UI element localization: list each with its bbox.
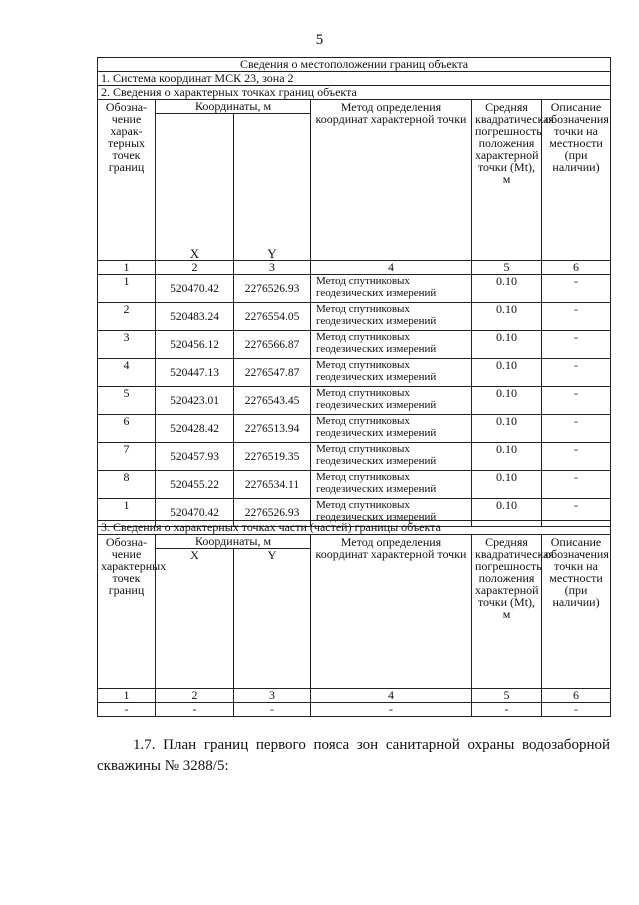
- coord-y: 2276547.87: [234, 359, 311, 387]
- table-row: [98, 415, 611, 443]
- method: Метод спутниковых геодезических измерений: [311, 499, 472, 527]
- coord-x: 520428.42: [156, 415, 234, 443]
- coordinate-system-row: 1. Система координат МСК 23, зона 2: [98, 72, 611, 86]
- header-method: Метод определения координат характерной точки: [311, 100, 472, 261]
- method: Метод спутниковых геодезических измерений: [311, 303, 472, 331]
- mean-error: 0.10: [472, 415, 542, 443]
- column-number: 5: [472, 689, 542, 703]
- column-number: 1: [98, 689, 156, 703]
- description: -: [542, 703, 611, 717]
- description: -: [542, 359, 611, 387]
- column-numbers-row: [98, 689, 611, 703]
- description: -: [542, 275, 611, 303]
- column-number: 1: [98, 261, 156, 275]
- coord-x: 520447.13: [156, 359, 234, 387]
- column-numbers-row: [98, 261, 611, 275]
- header-y: Y: [234, 114, 311, 261]
- coord-x: -: [156, 703, 234, 717]
- point-number: 7: [98, 443, 156, 471]
- point-number: -: [98, 703, 156, 717]
- section-3-heading: 3. Сведения о характерных точках части (частей) границы объекта: [98, 521, 611, 535]
- description: -: [542, 415, 611, 443]
- mean-error: 0.10: [472, 359, 542, 387]
- point-number: 3: [98, 331, 156, 359]
- method: Метод спутниковых геодезических измерений: [311, 415, 472, 443]
- table-row: [98, 331, 611, 359]
- mean-error: 0.10: [472, 387, 542, 415]
- page-number: 5: [315, 32, 324, 48]
- coord-y: 2276519.35: [234, 443, 311, 471]
- partial-boundary-table: [97, 520, 611, 717]
- mean-error: 0.10: [472, 331, 542, 359]
- description: -: [542, 303, 611, 331]
- section-2-heading: 2. Сведения о характерных точках границ объекта: [98, 86, 611, 100]
- section-paragraph: [97, 735, 610, 777]
- header-mean-error: Средняя квадратическая погрешность положения характерной точки (Mt), м: [472, 100, 542, 261]
- coord-y: 2276526.93: [234, 499, 311, 527]
- description: -: [542, 499, 611, 527]
- header-description: Описание обозначения точки на местности (при наличии): [542, 100, 611, 261]
- table-row: [98, 443, 611, 471]
- table-row: [98, 275, 611, 303]
- column-number: 3: [234, 261, 311, 275]
- coord-x: 520423.01: [156, 387, 234, 415]
- point-number: 5: [98, 387, 156, 415]
- coord-y: 2276554.05: [234, 303, 311, 331]
- point-number: 4: [98, 359, 156, 387]
- description: -: [542, 331, 611, 359]
- header-coordinates: Координаты, м: [156, 100, 311, 114]
- header-coordinates: Координаты, м: [156, 535, 311, 549]
- mean-error: 0.10: [472, 471, 542, 499]
- header-method: Метод определения координат характерной точки: [311, 535, 472, 689]
- column-number: 6: [542, 689, 611, 703]
- point-number: 6: [98, 415, 156, 443]
- coord-y: -: [234, 703, 311, 717]
- table-title: Сведения о местоположении границ объекта: [98, 58, 611, 72]
- method: Метод спутниковых геодезических измерений: [311, 275, 472, 303]
- header-mean-error: Средняя квадратическая погрешность положения характерной точки (Mt), м: [472, 535, 542, 689]
- method: Метод спутниковых геодезических измерений: [311, 387, 472, 415]
- method: Метод спутниковых геодезических измерений: [311, 359, 472, 387]
- method: Метод спутниковых геодезических измерений: [311, 443, 472, 471]
- mean-error: 0.10: [472, 303, 542, 331]
- description: -: [542, 471, 611, 499]
- mean-error: 0.10: [472, 499, 542, 527]
- paragraph-line: 1.7. План границ первого пояса зон санитарной охраны водозаборной: [133, 737, 610, 753]
- coord-x: 520455.22: [156, 471, 234, 499]
- header-point-designation: Обозна-чение характерных точек границ: [98, 535, 156, 689]
- coord-x: 520470.42: [156, 275, 234, 303]
- header-y: Y: [234, 549, 311, 689]
- column-number: 4: [311, 261, 472, 275]
- method: Метод спутниковых геодезических измерений: [311, 471, 472, 499]
- coord-x: 520470.42: [156, 499, 234, 527]
- table-row: [98, 703, 611, 717]
- header-point-designation: Обозна-чение харак-терных точек границ: [98, 100, 156, 261]
- header-x: X: [156, 114, 234, 261]
- coord-y: 2276534.11: [234, 471, 311, 499]
- table-row: [98, 387, 611, 415]
- column-number: 2: [156, 261, 234, 275]
- column-number: 5: [472, 261, 542, 275]
- description: -: [542, 387, 611, 415]
- header-description: Описание обозначения точки на местности (при наличии): [542, 535, 611, 689]
- mean-error: -: [472, 703, 542, 717]
- coord-x: 520457.93: [156, 443, 234, 471]
- coord-x: 520483.24: [156, 303, 234, 331]
- coord-y: 2276513.94: [234, 415, 311, 443]
- table-row: [98, 303, 611, 331]
- boundary-table: [97, 57, 611, 527]
- coord-y: 2276526.93: [234, 275, 311, 303]
- point-number: 1: [98, 275, 156, 303]
- coord-y: 2276566.87: [234, 331, 311, 359]
- header-x: X: [156, 549, 234, 689]
- mean-error: 0.10: [472, 275, 542, 303]
- coord-x: 520456.12: [156, 331, 234, 359]
- method: -: [311, 703, 472, 717]
- column-number: 3: [234, 689, 311, 703]
- table-row: [98, 471, 611, 499]
- paragraph-line: скважины № 3288/5:: [97, 758, 229, 774]
- description: -: [542, 443, 611, 471]
- point-number: 1: [98, 499, 156, 527]
- column-number: 6: [542, 261, 611, 275]
- mean-error: 0.10: [472, 443, 542, 471]
- table-row: [98, 359, 611, 387]
- column-number: 4: [311, 689, 472, 703]
- column-number: 2: [156, 689, 234, 703]
- point-number: 8: [98, 471, 156, 499]
- method: Метод спутниковых геодезических измерений: [311, 331, 472, 359]
- coord-y: 2276543.45: [234, 387, 311, 415]
- point-number: 2: [98, 303, 156, 331]
